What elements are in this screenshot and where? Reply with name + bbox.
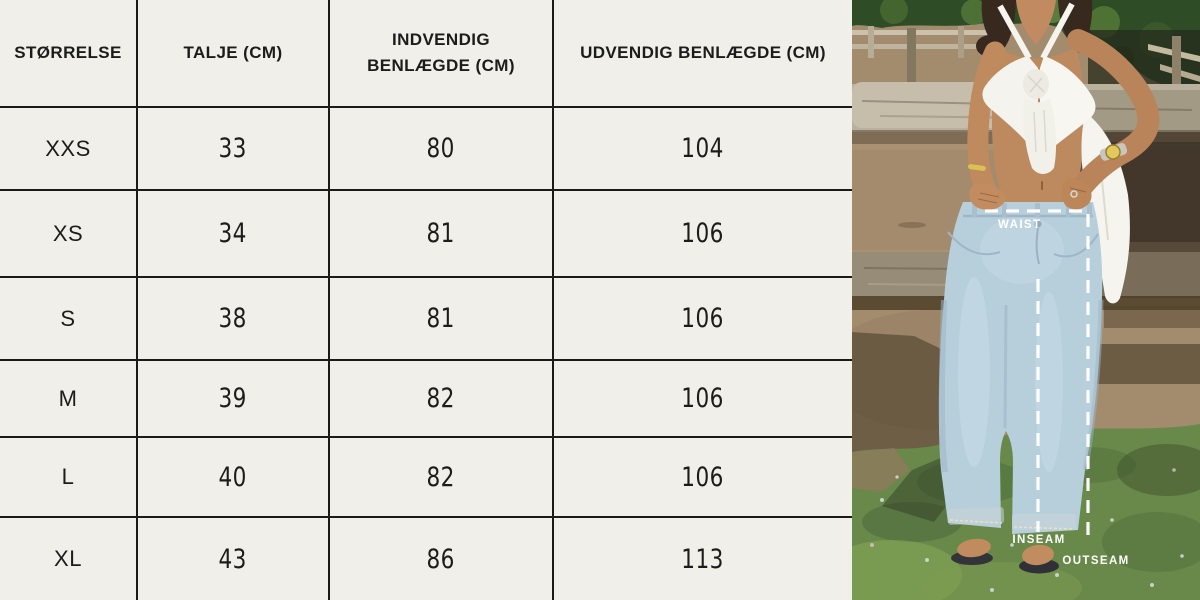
waist-value: 33: [218, 133, 248, 164]
size-cell: [0, 278, 138, 361]
jeans: [939, 202, 1102, 534]
waist-value: 39: [218, 383, 248, 414]
inseam-cm-cell: [330, 438, 554, 518]
inseam-cm-cell: [330, 278, 554, 361]
inseam-value: 86: [426, 543, 456, 575]
size-cell: [0, 361, 138, 438]
waist-cm-cell: [138, 361, 330, 438]
inseam-cm-cell: [330, 108, 554, 191]
outseam-cm-cell: [554, 361, 852, 438]
outseam-cm-cell: [554, 518, 852, 600]
size-value: S: [60, 305, 76, 331]
waist-cm-cell: [138, 191, 330, 278]
header-waist-cm: TALJE (CM): [138, 0, 330, 108]
inseam-value: 80: [426, 133, 456, 164]
outseam-value: 106: [681, 218, 725, 249]
inseam-label: INSEAM: [1012, 534, 1066, 546]
waist-value: 38: [218, 303, 248, 334]
outseam-label: OUTSEAM: [1062, 555, 1130, 567]
waist-cm-cell: [138, 518, 330, 600]
size-value: XL: [54, 546, 82, 571]
header-outseam-cm: UDVENDIG BENLÆGDE (CM): [554, 0, 852, 108]
waist-cm-cell: [138, 438, 330, 518]
inseam-cm-cell: [330, 361, 554, 438]
waist-value: 34: [218, 218, 248, 249]
size-value: M: [58, 385, 78, 411]
waist-cm-cell: [138, 278, 330, 361]
inseam-cm-cell: [330, 518, 554, 600]
outseam-value: 113: [681, 543, 725, 575]
size-cell: [0, 108, 138, 191]
model-photo: [852, 0, 1200, 600]
outseam-value: 104: [681, 133, 725, 164]
outseam-cm-cell: [554, 438, 852, 518]
outseam-cm-cell: [554, 108, 852, 191]
inseam-value: 81: [426, 303, 456, 334]
size-value: XXS: [45, 135, 91, 161]
outseam-cm-cell: [554, 278, 852, 361]
outseam-value: 106: [681, 383, 725, 414]
header-size: STØRRELSE: [0, 0, 138, 108]
inseam-value: 82: [426, 383, 456, 414]
waist-value: 40: [218, 461, 248, 493]
outseam-value: 106: [681, 303, 725, 334]
outseam-value: 106: [681, 461, 725, 493]
header-inseam-cm: INDVENDIG BENLÆGDE (CM): [330, 0, 554, 108]
waist-value: 43: [218, 543, 248, 575]
size-cell: [0, 518, 138, 600]
size-value: L: [61, 464, 75, 489]
inseam-cm-cell: [330, 191, 554, 278]
size-cell: [0, 438, 138, 518]
waist-cm-cell: [138, 108, 330, 191]
size-value: XS: [52, 220, 84, 246]
outseam-cm-cell: [554, 191, 852, 278]
inseam-value: 81: [426, 218, 456, 249]
size-cell: [0, 191, 138, 278]
waist-label: WAIST: [998, 219, 1042, 231]
inseam-value: 82: [426, 461, 456, 493]
